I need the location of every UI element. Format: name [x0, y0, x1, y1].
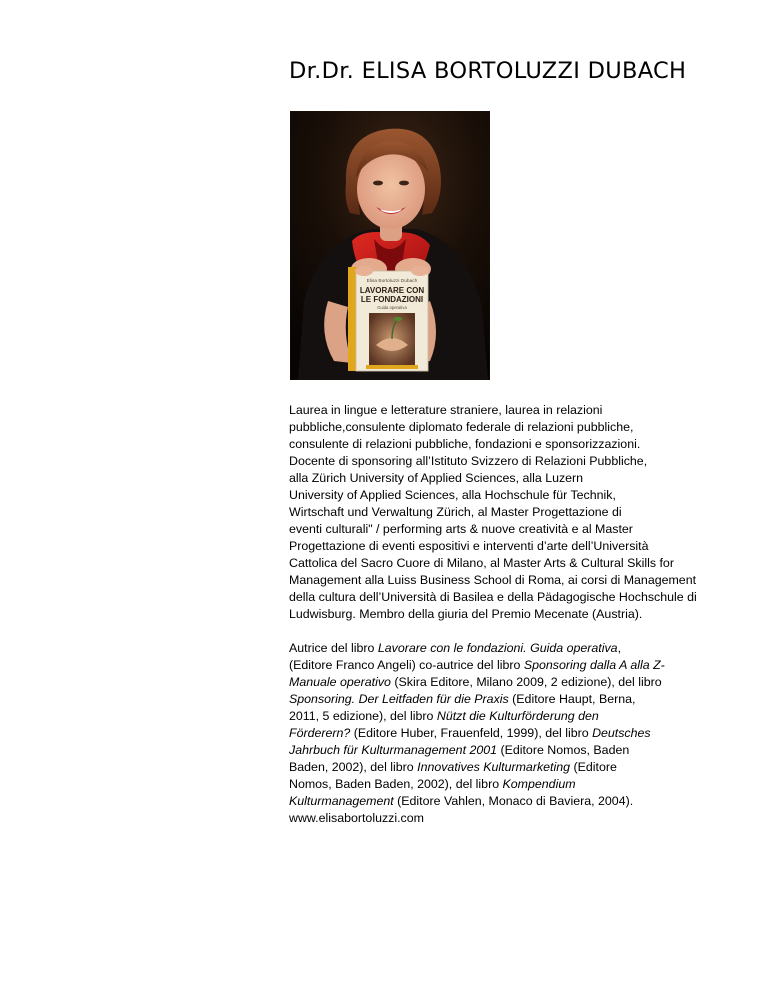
- bio-line: Kulturmanagement (Editore Vahlen, Monaco di Baviera, 2004).: [289, 794, 634, 808]
- bio-paragraph-education: [289, 402, 697, 623]
- bio-line: (Editore Franco Angeli) co-autrice del libro Sponsoring dalla A alla Z-: [289, 658, 665, 672]
- book-title: Jahrbuch für Kulturmanagement 2001: [289, 743, 498, 757]
- bio-line: pubbliche,consulente diplomato federale di relazioni pubbliche,: [289, 420, 634, 434]
- book-title: Nützt die Kulturförderung den: [436, 709, 599, 723]
- book-title: Kompendium: [502, 777, 576, 791]
- book-title-line-2: LE FONDAZIONI: [360, 295, 424, 304]
- book-title: Lavorare con le fondazioni. Guida operativa: [377, 641, 618, 655]
- bio-line: Wirtschaft und Verwaltung Zürich, al Master Progettazione di: [289, 505, 622, 519]
- website-link[interactable]: www.elisabortoluzzi.com: [289, 811, 424, 825]
- book-title: Kulturmanagement: [289, 794, 394, 808]
- bio-line: Ludwisburg. Membro della giuria del Premio Mecenate (Austria).: [289, 607, 643, 621]
- bio-line: Laurea in lingue e letterature straniere, laurea in relazioni: [289, 403, 603, 417]
- author-portrait-photo: [290, 111, 490, 380]
- bio-line: Baden, 2002), del libro Innovatives Kulturmarketing (Editore: [289, 760, 617, 774]
- bio-line: Management alla Luiss Business School di Roma, ai corsi di Management: [289, 573, 697, 587]
- bio-line: Cattolica del Sacro Cuore di Milano, al Master Arts & Cultural Skills for: [289, 556, 674, 570]
- book-title: Manuale operativo: [289, 675, 391, 689]
- page-title: Dr.Dr. ELISA BORTOLUZZI DUBACH: [289, 58, 687, 84]
- bio-paragraph-publications: [289, 640, 697, 827]
- book-author-label: Elisa Bortoluzzi Dubach: [366, 279, 418, 284]
- bio-line: 2011, 5 edizione), del libro Nützt die Kulturförderung den: [289, 709, 599, 723]
- bio-line: Progettazione di eventi espositivi e interventi d’arte dell’Università: [289, 539, 649, 553]
- book-title: Deutsches: [592, 726, 651, 740]
- portrait-photo-icon: [290, 111, 490, 380]
- book-title: Sponsoring. Der Leitfaden für die Praxis: [289, 692, 509, 706]
- bio-line: Autrice del libro Lavorare con le fondazioni. Guida operativa,: [289, 641, 622, 655]
- bio-line: Nomos, Baden Baden, 2002), del libro Kompendium: [289, 777, 576, 791]
- bio-line: alla Zürich University of Applied Sciences, alla Luzern: [289, 471, 584, 485]
- bio-line: Docente di sponsoring all’Istituto Svizzero di Relazioni Pubbliche,: [289, 454, 648, 468]
- book-title: Innovatives Kulturmarketing: [417, 760, 571, 774]
- book-subtitle-label: Guida operativa: [377, 305, 407, 310]
- bio-line: della cultura dell’Università di Basilea e della Pädagogische Hochschule di: [289, 590, 697, 604]
- book-title: Sponsoring dalla A alla Z-: [523, 658, 665, 672]
- book-title-line-1: LAVORARE CON: [359, 286, 425, 295]
- biography: [289, 402, 697, 827]
- book-title: Förderern?: [289, 726, 351, 740]
- bio-line: Förderern? (Editore Huber, Frauenfeld, 1999), del libro Deutsches: [289, 726, 651, 740]
- bio-line: Sponsoring. Der Leitfaden für die Praxis (Editore Haupt, Berna,: [289, 692, 636, 706]
- bio-line: University of Applied Sciences, alla Hochschule für Technik,: [289, 488, 616, 502]
- bio-line: eventi culturali" / performing arts & nuove creatività e al Master: [289, 522, 633, 536]
- bio-line: Jahrbuch für Kulturmanagement 2001 (Editore Nomos, Baden: [289, 743, 630, 757]
- bio-line: consulente di relazioni pubbliche, fondazioni e sponsorizzazioni.: [289, 437, 641, 451]
- bio-line: Manuale operativo (Skira Editore, Milano 2009, 2 edizione), del libro: [289, 675, 662, 689]
